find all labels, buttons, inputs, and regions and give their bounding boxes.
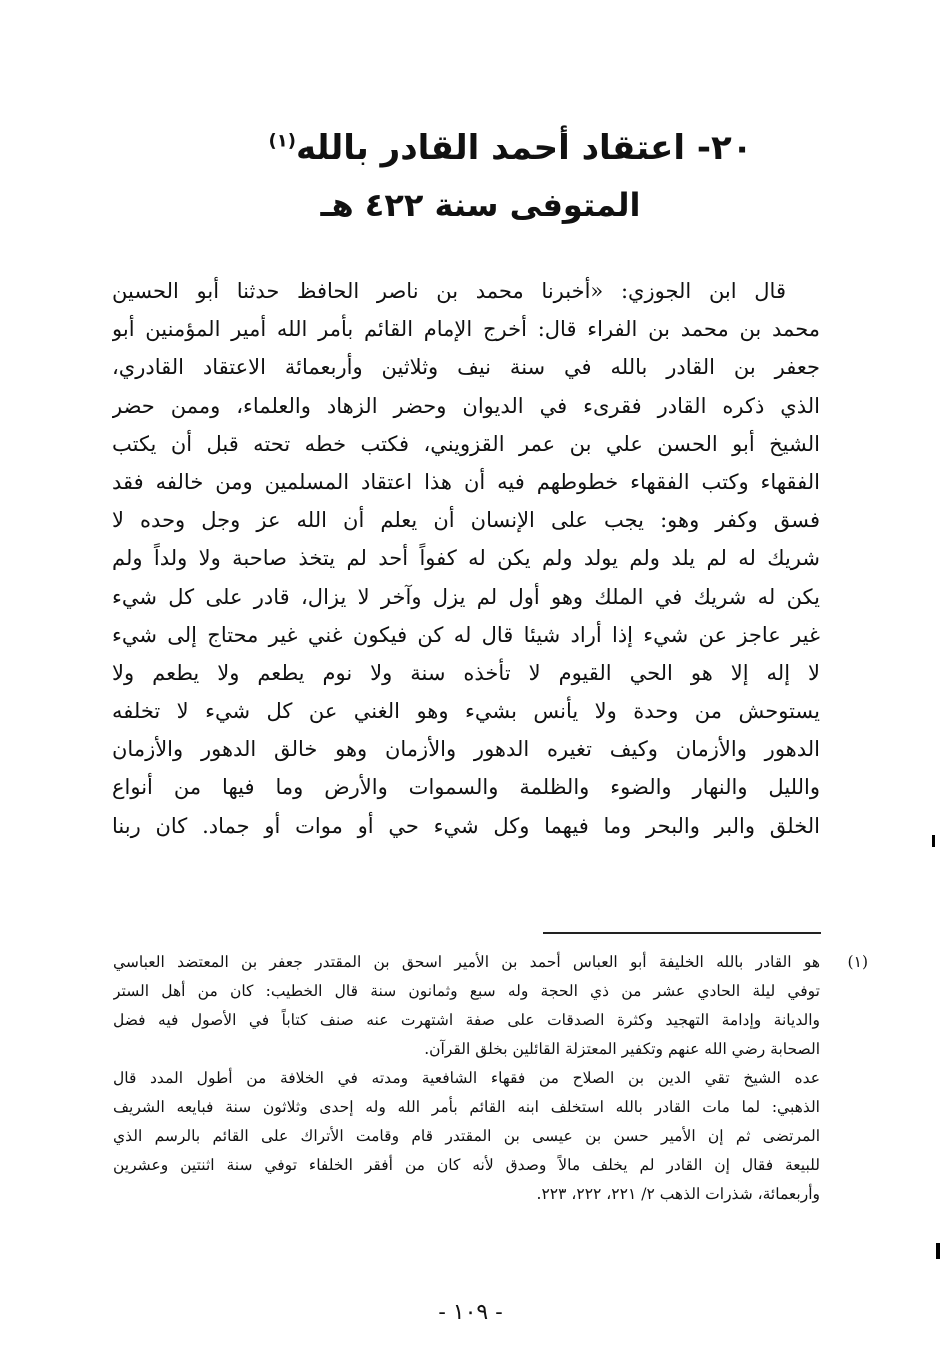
footnote-line: هو القادر بالله الخليفة أبو العباس أحمد بن الأمير اسحق بن المقتدر جعفر بن المعتضد العباسي: [113, 953, 820, 971]
body-line: غير عاجز عن شيء إذا أراد شيئا قال له كن فيكون غني غير محتاج إلى شيء: [112, 622, 820, 647]
body-line: والليل والنهار والضوء والظلمة والسموات والأرض وما فيها من أنواع: [112, 775, 820, 800]
body-line: الخلق والبر والبحر وما فيهما وكل شيء حي أو موات أو جماد. كان ربنا: [112, 813, 820, 838]
footnote-line: الذهبي: لما مات القادر بالله استخلف ابنه القائم بأمر الله وله إحدى وثلاثون سنة فبايعه الشريف: [113, 1098, 820, 1116]
footnote-line: عده الشيخ تقي الدين بن الصلاح من فقهاء الشافعية ومدته في الخلافة من أطول المدد قال: [113, 1069, 820, 1087]
body-text: [112, 272, 820, 845]
footnote-line: للبيعة فقال إن القادر لم يخلف مالاً وصدق لأنه كان من أفقر الخلفاء توفي سنة اثنتين وعشرين: [113, 1156, 820, 1174]
footnote-line: توفي ليلة الحادي عشر من ذي الحجة وله سبع وثمانون سنة قال الخطيب: كان من أهل الستر: [113, 982, 820, 1000]
body-line: يستوحش من وحدة ولا يأنس بشيء وهو الغني عن كل شيء لا تخلفه: [112, 699, 820, 724]
footnote-line: الصحابة رضي الله عنهم وتكفير المعتزلة القائلين بخلق القرآن.: [424, 1040, 820, 1058]
body-line: الذي ذكره القادر فقرىء في الديوان وحضر الزهاد والعلماء، وممن حضر: [112, 393, 820, 418]
body-line: الشيخ أبو الحسن علي بن عمر القزويني، فكتب خطه تحته قبل أن يكتب: [112, 431, 820, 456]
body-line: الفقهاء وكتب الفقهاء خطوطهم فيه أن هذا اعتقاد المسلمين ومن خالفه فقد: [112, 469, 820, 494]
footnote-line: وأربعمائة، شذرات الذهب ٢/ ٢٢١، ٢٢٢، ٢٢٣.: [536, 1185, 820, 1203]
footnote-number: (١): [847, 953, 868, 971]
footnote-line: والديانة وإدامة التهجيد وكثرة الصدقات على صفة اشتهرت عنه صنف كتاباً في الأصول فيه فضل: [113, 1011, 820, 1029]
footnote-ref: (١): [268, 130, 296, 152]
body-line: جعفر بن القادر بالله في سنة نيف وثلاثين وأربعمائة الاعتقاد القادري،: [112, 355, 820, 380]
body-line: فسق وكفر وهو: يجب على الإنسان أن يعلم أن الله عز وجل وحده لا: [112, 508, 820, 533]
body-line: لا إله إلا هو الحي القيوم لا تأخذه سنة ولا نوم يطعم ولا يطعم ولا: [112, 660, 820, 685]
footnote-line: المرتضى ثم إن الأمير حسن بن عيسى بن المقتدر قام وقامت الأتراك على القائم بالرسم الذي: [113, 1127, 820, 1145]
body-line: الدهور والأزمان وكيف تغيره الدهور والأزمان وهو خالق الدهور والأزمان: [112, 737, 820, 762]
chapter-title: [40, 128, 941, 168]
footnote-divider: [543, 932, 821, 934]
body-line: محمد بن محمد بن الفراء قال: أخرج الإمام القائم بأمر الله أمير المؤمنين أبو: [112, 317, 820, 342]
chapter-subtitle: المتوفى سنة ٤٢٢ هـ: [320, 186, 641, 224]
footnote: [113, 948, 868, 1209]
body-line: شريك له لم يلد ولم يولد ولم يكن له كفواً أحد لم يتخذ صاحبة ولا ولداً ولم: [112, 546, 820, 571]
footnotes: [113, 948, 868, 1209]
body-line: قال ابن الجوزي: «أخبرنا محمد بن ناصر الحافظ حدثنا أبو الحسين: [112, 279, 786, 303]
scan-mark: [932, 835, 935, 847]
page-number: - ١٠٩ -: [438, 1300, 503, 1325]
chapter-title-text: ٢٠- اعتقاد أحمد القادر بالله: [295, 128, 753, 168]
scan-mark: [936, 1243, 940, 1259]
body-line: يكن له شريك في الملك وهو أول لم يزل وآخر لا يزال، قادر على كل شيء: [112, 584, 820, 609]
